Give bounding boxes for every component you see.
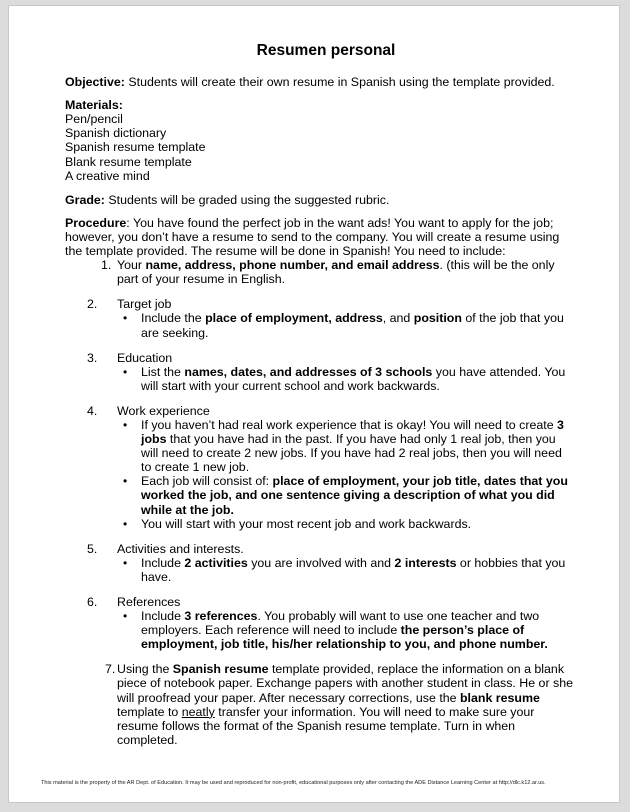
bullet-text: If you haven’t had real work experience that is okay! You will need to create xyxy=(141,417,558,432)
bullet-text: you have attended. You will start with your current school and work backwards. xyxy=(141,364,566,393)
step-2 xyxy=(65,297,575,339)
step-title: Work experience xyxy=(117,403,210,418)
bullet-text: Include xyxy=(141,609,185,624)
grade-paragraph xyxy=(65,193,575,207)
bullet-list xyxy=(103,556,575,584)
step-title: References xyxy=(117,595,181,609)
materials-label: Materials: xyxy=(65,98,123,113)
material-item: A creative mind xyxy=(65,168,150,183)
step-text: Your xyxy=(117,258,146,273)
material-item: Spanish resume template xyxy=(65,140,206,155)
procedure-text: : You have found the perfect job in the want ads! You want to apply for the job; however, you don’t have a resume to send to the company. You will create a resume using the template provided. The resume will be done in Spanish! You need to include: xyxy=(65,215,560,259)
bullet-bold: place of employment, address xyxy=(205,311,383,326)
bullet-text: that you have had in the past. If you have had only 1 real job, then you will need to create 2 new jobs. If you have had 2 real jobs, then you will need to create 1 new job. xyxy=(141,432,562,475)
bullet-item: • If you haven’t had real work experience that is okay! You will need to create 3 jobs that you have had in the past. If you have had only 1 real job, then you will need to create 2 new jobs. If you have had 2 real jobs, then you will need to create 1 new job. xyxy=(123,417,564,475)
bullet-item: • Include 3 references. You probably will want to use one teacher and two employers. Each reference will need to include the person’s place of employment, job title, his/her relationship to you, and phone number. xyxy=(123,609,548,652)
step-1 xyxy=(65,258,575,286)
step-text: template to xyxy=(117,704,182,719)
procedure-paragraph xyxy=(65,216,575,258)
bullet-text: . You probably will want to use one teacher and two employers. Each reference will need to include xyxy=(141,609,540,638)
document-page xyxy=(8,5,620,803)
objective-paragraph xyxy=(65,75,575,89)
bullet-bold: the person’s place of employment, job title, his/her relationship to you, and phone number. xyxy=(141,623,548,652)
step-number: 2. xyxy=(87,297,98,312)
material-item: Blank resume template xyxy=(65,154,192,169)
bullet-list xyxy=(103,418,575,531)
step-title: Education xyxy=(117,350,173,365)
step-bold: name, address, phone number, and email address xyxy=(145,258,440,273)
grade-text: Students will be graded using the suggested rubric. xyxy=(104,192,390,207)
grade-label: Grade: xyxy=(65,192,105,207)
bullet-text: Each job will consist of: xyxy=(141,474,273,489)
bullet-list xyxy=(103,365,575,393)
step-title: Target job xyxy=(117,297,172,312)
page-title: Resumen personal xyxy=(256,42,396,59)
step-4 xyxy=(65,404,575,531)
objective-text: Students will create their own resume in Spanish using the template provided. xyxy=(124,75,555,90)
step-underline: neatly xyxy=(181,704,215,719)
step-title: Activities and interests. xyxy=(117,541,244,556)
step-7 xyxy=(65,662,575,747)
step-text: transfer your information. You will need to make sure your resume follows the format of the Spanish resume template. Turn in when completed. xyxy=(117,704,535,747)
bullet-text: or hobbies that you have. xyxy=(141,555,566,584)
bullet-item: • Each job will consist of: place of employment, your job title, dates that you worked the job, and one sentence giving a description of what you did while at the job. xyxy=(123,474,568,517)
bullet-text: , and xyxy=(382,311,414,326)
step-number: 1. xyxy=(101,258,112,273)
bullet-list xyxy=(103,311,575,339)
procedure-steps xyxy=(65,258,575,747)
bullet-bold: 3 references xyxy=(184,609,258,624)
step-number: 5. xyxy=(87,541,98,556)
bullet-text: Include xyxy=(141,555,185,570)
bullet-item: • Include the place of employment, address, and position of the job that you are seeking. xyxy=(123,311,564,340)
step-5 xyxy=(65,542,575,584)
bullet-list xyxy=(103,609,575,651)
step-number: 3. xyxy=(87,350,98,365)
bullet-text: You will start with your most recent job and work backwards. xyxy=(141,516,472,531)
bullet-bold: names, dates, and addresses of 3 schools xyxy=(184,364,433,379)
bullet-bold: place of employment, your job title, dates that you worked the job, and one sentence giving a description of what you did while at the job. xyxy=(141,474,568,517)
step-text: template provided, replace the information on a blank piece of notebook paper. Exchange papers with another student in class. He or she will proofread your paper. After necessary corrections, use the xyxy=(117,662,573,705)
document-content xyxy=(65,44,575,758)
bullet-bold: 3 jobs xyxy=(141,417,564,447)
bullet-item: • Include 2 activities you are involved with and 2 interests or hobbies that you have. xyxy=(123,555,566,584)
bullet-bold: position xyxy=(413,311,462,326)
materials-section xyxy=(65,98,575,183)
step-number: 7. xyxy=(105,662,116,677)
step-bold: blank resume xyxy=(459,690,540,705)
bullet-text: of the job that you are seeking. xyxy=(141,311,564,340)
footer-note: This material is the property of the AR Dept. of Education. It may be used and reproduced for non-profit, educational purposes only after contacting the ADE Distance Learning Center at http://dlc.k12.ar.us. xyxy=(41,780,546,786)
step-bold: Spanish resume xyxy=(172,662,269,677)
bullet-text: you are involved with and xyxy=(247,555,395,570)
bullet-text: Include the xyxy=(141,311,206,326)
material-item: Spanish dictionary xyxy=(65,126,167,141)
objective-label: Objective: xyxy=(65,75,125,90)
step-text: Using the xyxy=(117,662,173,677)
step-text: . (this will be the only part of your resume in English. xyxy=(117,258,555,287)
bullet-item: • You will start with your most recent job and work backwards. xyxy=(123,516,472,531)
step-number: 6. xyxy=(87,595,98,609)
material-item: Pen/pencil xyxy=(65,112,123,127)
step-3 xyxy=(65,351,575,393)
bullet-bold: 2 activities xyxy=(184,555,248,570)
step-number: 4. xyxy=(87,403,98,418)
procedure-label: Procedure xyxy=(65,215,127,230)
bullet-text: List the xyxy=(141,364,185,379)
bullet-bold: 2 interests xyxy=(394,555,457,570)
step-6 xyxy=(65,595,575,651)
bullet-item: • List the names, dates, and addresses of 3 schools you have attended. You will start with your current school and work backwards. xyxy=(123,364,566,393)
